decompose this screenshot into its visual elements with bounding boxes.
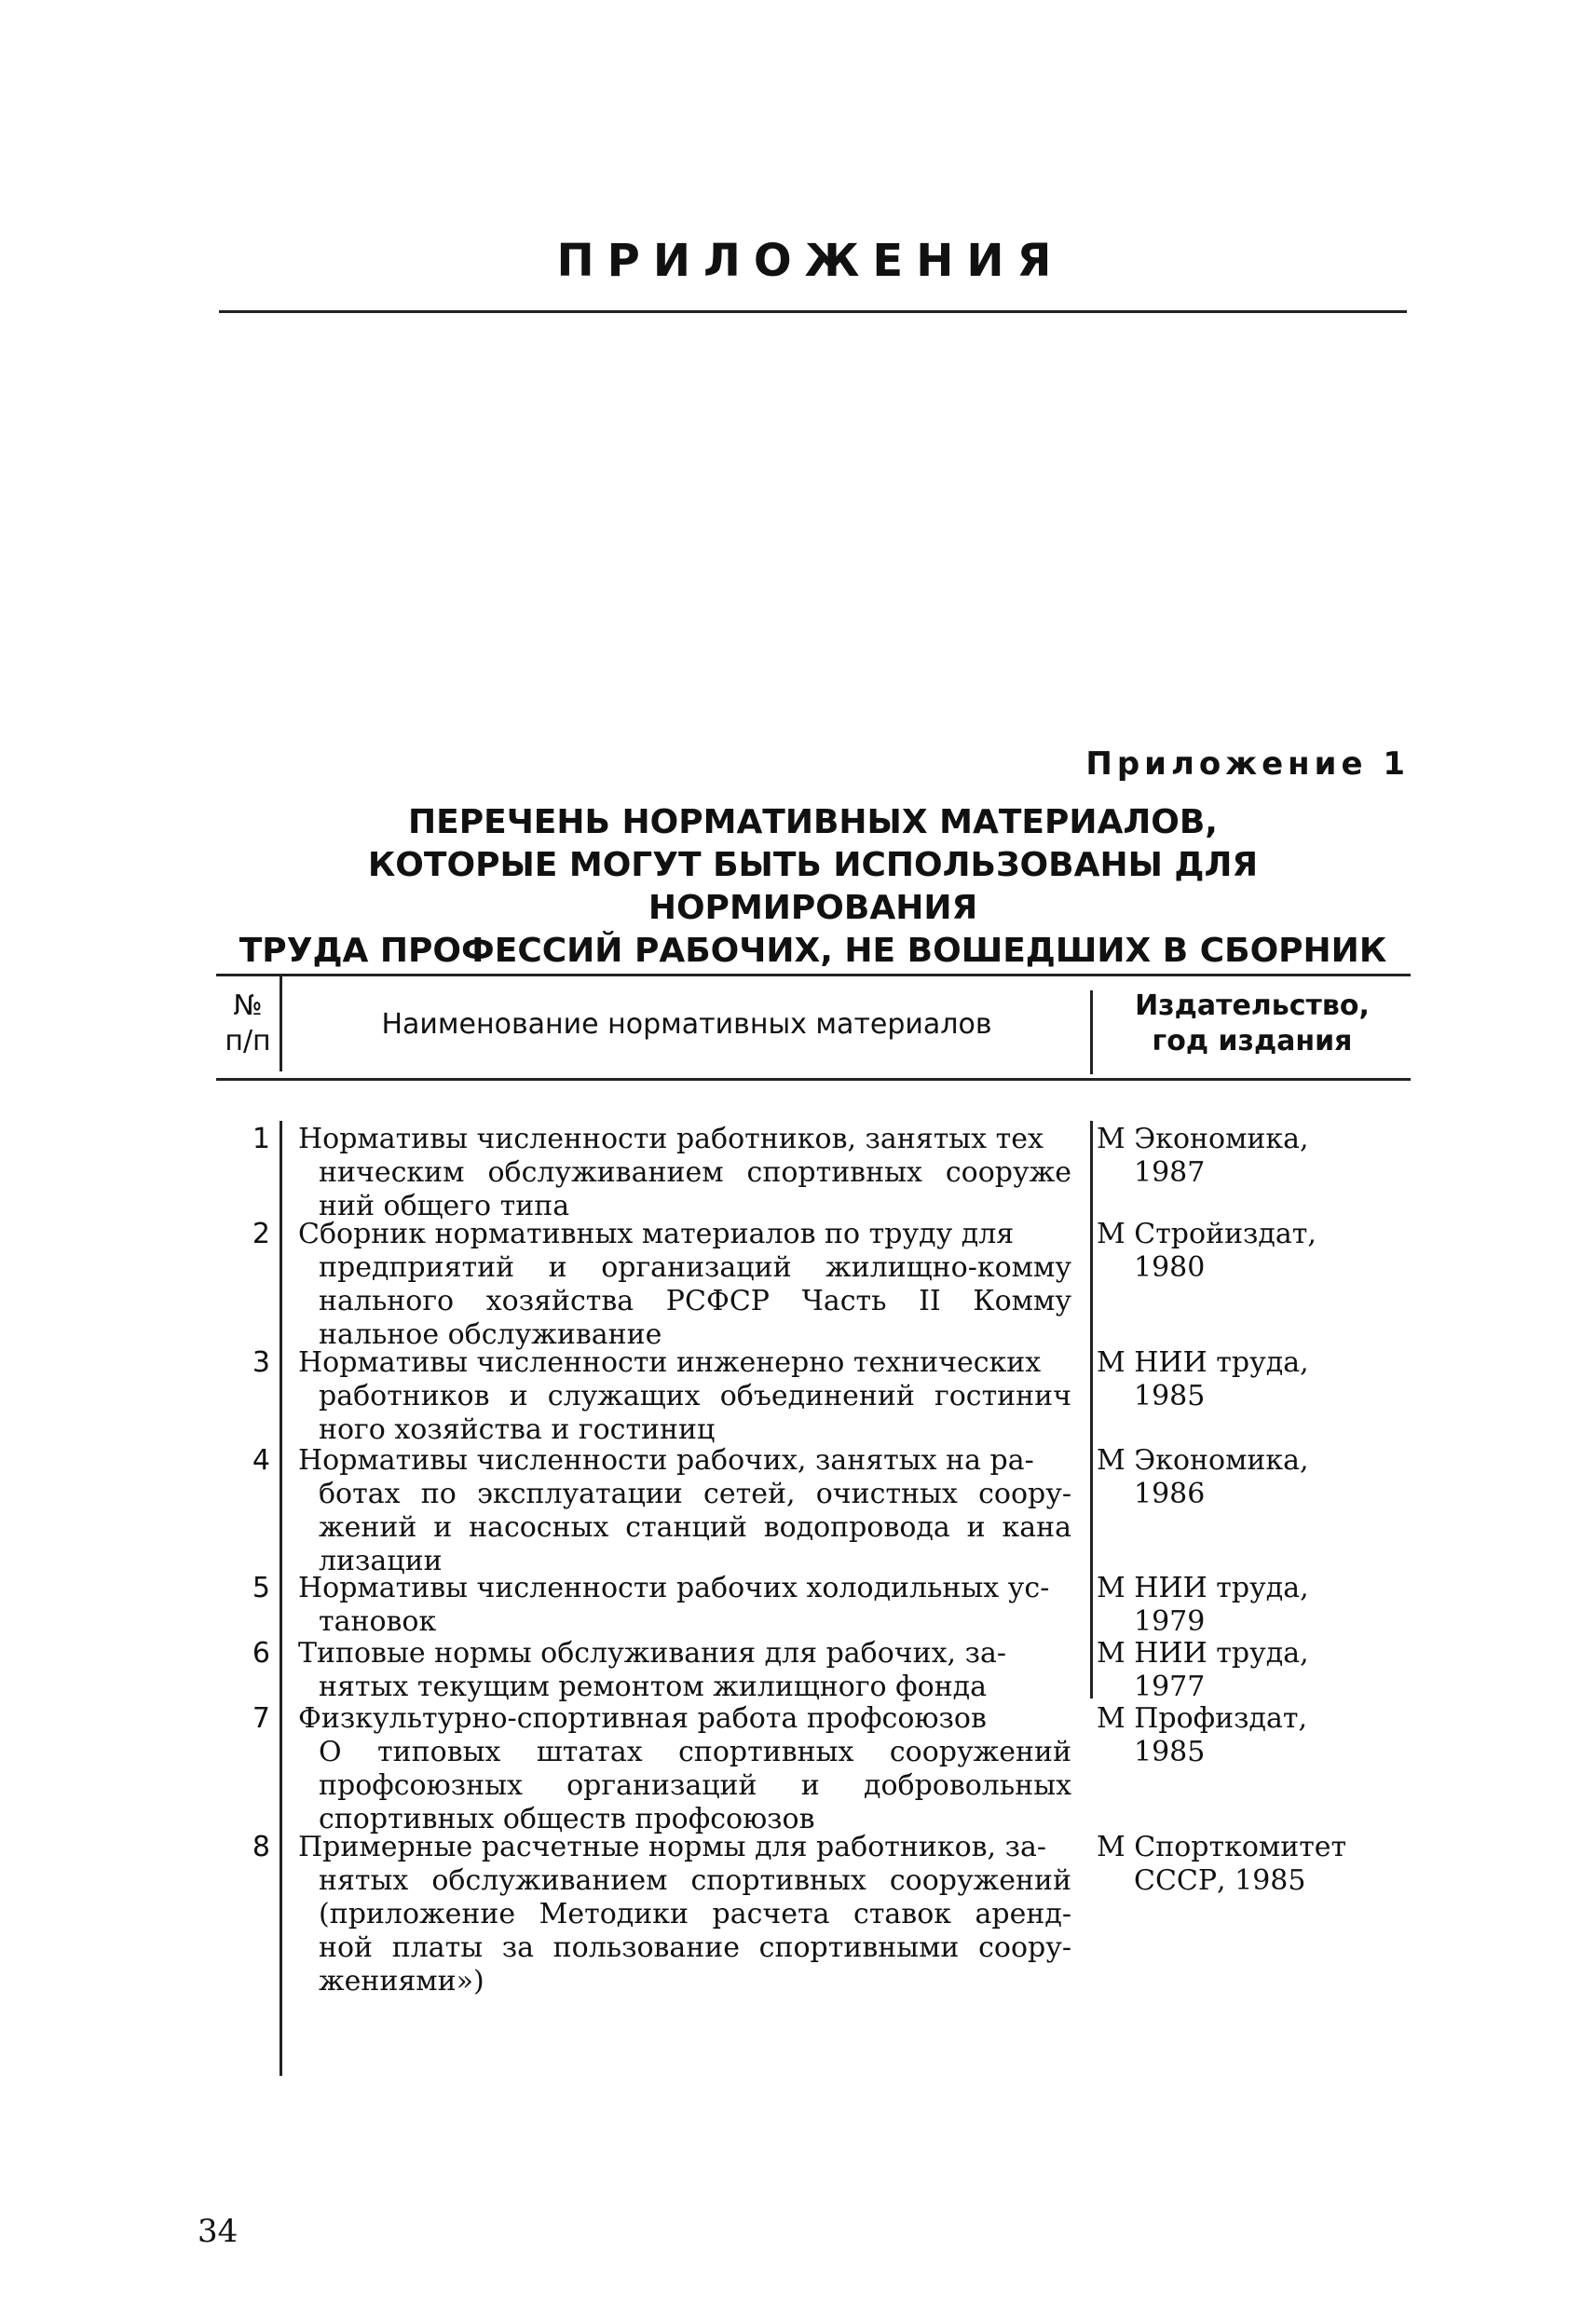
table-header-rule [216,1078,1411,1081]
title-rule [219,310,1407,313]
header-publisher-line-2: год издания [1152,1025,1353,1057]
row-year: 1985 [1134,1736,1206,1768]
row-number: 2 [252,1218,270,1250]
row-year: 1980 [1134,1251,1206,1284]
row-number: 7 [252,1702,270,1735]
page-heading [210,801,1416,973]
row-publisher [1097,1123,1409,1190]
row-name-rest: нятых обслуживанием спортивных сооружений (приложение Методики расчета ставок аренд- ной платы за пользование спортивными соору- жениями») [319,1864,1071,1998]
row-publisher [1097,1346,1409,1413]
heading-line-3: ТРУДА ПРОФЕССИЙ РАБОЧИХ, НЕ ВОШЕДШИХ В СБОРНИК [239,932,1387,970]
row-name-rest: предприятий и организаций жилищно-комму нального хозяйства РСФСР Часть II Комму нальное обслуживание [319,1251,1071,1351]
row-publisher-name: М Экономика, [1097,1123,1309,1155]
header-publisher-line-1: Издательство, [1135,989,1370,1022]
row-publisher-name: М НИИ труда, [1097,1637,1309,1670]
row-name-first: Физкультурно-спортивная работа профсоюзов [298,1702,987,1735]
row-publisher [1097,1637,1409,1704]
row-year: СССР, 1985 [1134,1864,1306,1897]
row-year: 1979 [1134,1605,1206,1638]
row-publisher-name: М Профиздат, [1097,1702,1308,1735]
row-publisher [1097,1444,1409,1511]
header-number-line-2: п/п [225,1025,271,1057]
row-name [298,1831,1071,1998]
row-year: 1985 [1134,1380,1206,1412]
row-name-rest: нятых текущим ремонтом жилищного фонда [319,1671,988,1703]
section-title: ПРИЛОЖЕНИЯ [556,235,1065,287]
row-name [298,1444,1071,1578]
row-publisher-name: М НИИ труда, [1097,1346,1309,1379]
row-name-first: Нормативы численности рабочих, занятых на ра- [298,1444,1034,1477]
header-divider-2 [1090,990,1093,1074]
row-publisher-name: М Стройиздат, [1097,1218,1316,1250]
row-name [298,1123,1071,1223]
row-number: 1 [252,1123,270,1155]
header-number-line-1: № [233,989,263,1022]
heading-line-2: КОТОРЫЕ МОГУТ БЫТЬ ИСПОЛЬЗОВАНЫ ДЛЯ НОРМИРОВАНИЯ [367,846,1259,927]
row-publisher-name: М Экономика, [1097,1444,1309,1477]
column-divider-1 [280,1121,282,2076]
row-name-first: Нормативы численности инженерно технических [298,1346,1042,1379]
row-name [298,1702,1071,1836]
row-year: 1986 [1134,1478,1206,1510]
row-number: 5 [252,1572,270,1604]
row-name [298,1637,1071,1704]
row-name [298,1572,1071,1639]
materials-table [216,974,1411,2092]
page-number: 34 [198,2213,239,2250]
row-publisher [1097,1218,1409,1285]
header-name: Наименование нормативных материалов [381,1008,992,1041]
row-name-rest: ботах по эксплуатации сетей, очистных соору- жений и насосных станций водопровода и кана лизации [319,1478,1071,1577]
heading-line-1: ПЕРЕЧЕНЬ НОРМАТИВНЫХ МАТЕРИАЛОВ, [408,803,1218,841]
header-divider-1 [280,974,282,1071]
row-name-rest: О типовых штатах спортивных сооружений профсоюзных организаций и добровольных спортивных обществ профсоюзов [319,1736,1071,1835]
row-publisher [1097,1572,1409,1639]
row-publisher-name: М НИИ труда, [1097,1572,1309,1604]
row-name-first: Нормативы численности работников, занятых тех [298,1123,1044,1155]
row-number: 6 [252,1637,270,1670]
row-name-first: Сборник нормативных материалов по труду для [298,1218,1015,1250]
row-name [298,1218,1071,1352]
row-name [298,1346,1071,1447]
row-name-rest: тановок [319,1605,437,1638]
row-name-rest: работников и служащих объединений гостинич ного хозяйства и гостиниц [319,1380,1071,1446]
column-divider-2 [1090,1121,1093,1698]
row-year: 1977 [1134,1671,1206,1703]
row-number: 8 [252,1831,270,1863]
row-name-first: Типовые нормы обслуживания для рабочих, за- [298,1637,1006,1670]
row-year: 1987 [1134,1156,1206,1189]
row-publisher [1097,1702,1409,1769]
table-top-rule [216,974,1411,976]
header-number [216,989,280,1059]
appendix-label: Приложение 1 [1085,745,1410,783]
row-name-rest: ническим обслуживанием спортивных сооруже ний общего типа [319,1156,1071,1222]
row-publisher [1097,1831,1409,1898]
row-number: 3 [252,1346,270,1379]
row-publisher-name: М Спорткомитет [1097,1831,1347,1863]
row-number: 4 [252,1444,270,1477]
row-name-first: Нормативы численности рабочих холодильных ус- [298,1572,1050,1604]
header-publisher [1094,989,1411,1059]
row-name-first: Примерные расчетные нормы для работников, за- [298,1831,1047,1863]
